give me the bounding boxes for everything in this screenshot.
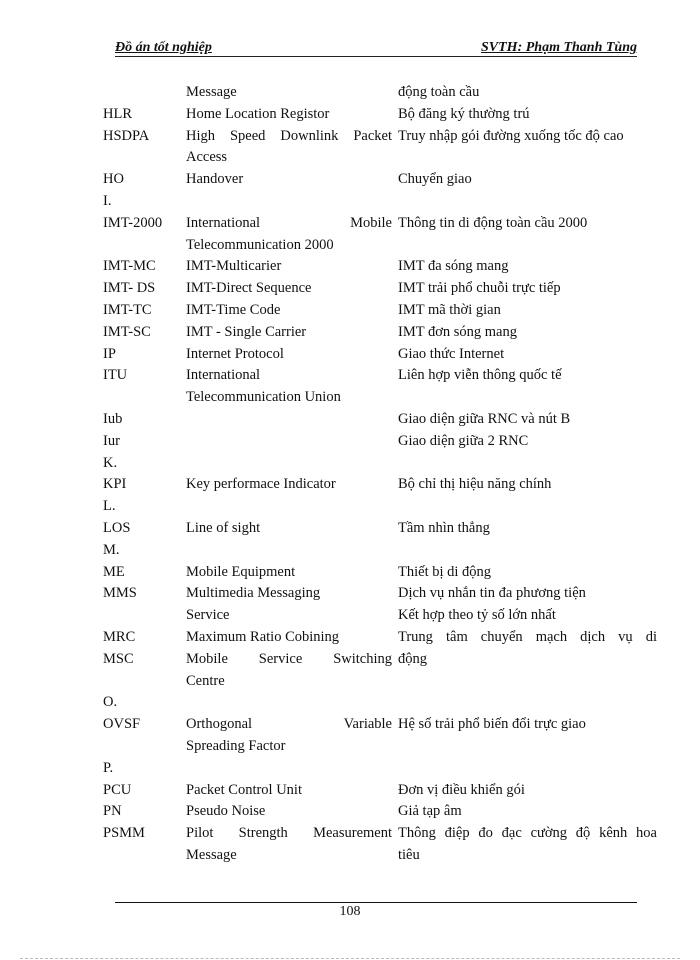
abbreviation-row — [0, 758, 700, 780]
english-definition: IMT-Direct Sequence — [186, 280, 312, 297]
page-number: 108 — [339, 904, 361, 919]
abbreviation-term: IP — [103, 345, 116, 362]
abbreviation-term: O. — [103, 694, 118, 711]
abbreviation-term: IMT-TC — [103, 301, 152, 318]
header-author: SVTH: Phạm Thanh Tùng — [481, 40, 637, 55]
abbreviation-row — [0, 627, 700, 649]
english-definition: Orthogonal Variable — [186, 716, 392, 733]
abbreviation-row — [0, 736, 700, 758]
abbreviation-row — [0, 453, 700, 475]
abbreviation-term: MMS — [103, 585, 137, 602]
english-definition: Handover — [186, 171, 244, 188]
english-definition: Telecommunication Union — [186, 389, 341, 406]
abbreviation-row — [0, 82, 700, 104]
vietnamese-definition: Hệ số trải phổ biến đổi trực giao — [398, 716, 586, 733]
english-definition: Pilot Strength Measurement — [186, 825, 392, 842]
vietnamese-definition: Dịch vụ nhắn tin đa phương tiện — [398, 585, 586, 602]
abbreviation-row — [0, 322, 700, 344]
abbreviation-term: I. — [103, 192, 112, 209]
abbreviation-term: PCU — [103, 781, 132, 798]
english-definition: Line of sight — [186, 519, 261, 536]
abbreviation-row — [0, 104, 700, 126]
abbreviation-row — [0, 801, 700, 823]
vietnamese-definition: Kết hợp theo tỷ số lớn nhất — [398, 607, 556, 624]
abbreviation-row — [0, 518, 700, 540]
vietnamese-definition: động toàn cầu — [398, 84, 480, 100]
abbreviation-row — [0, 213, 700, 235]
english-definition: Key performace Indicator — [186, 476, 336, 493]
abbreviation-row — [0, 126, 700, 148]
vietnamese-definition: Giao diện giữa 2 RNC — [398, 432, 529, 449]
english-definition: IMT - Single Carrier — [186, 323, 307, 340]
page-break-line — [20, 958, 680, 959]
vietnamese-definition: IMT trải phổ chuỗi trực tiếp — [398, 280, 561, 297]
abbreviation-row — [0, 671, 700, 693]
abbreviation-term: MRC — [103, 628, 136, 645]
abbreviation-term: M. — [103, 541, 120, 558]
abbreviation-row — [0, 845, 700, 867]
english-definition: Service — [186, 607, 230, 624]
vietnamese-definition: tiêu — [398, 846, 420, 863]
abbreviation-term: ME — [103, 563, 125, 580]
footer-rule — [115, 902, 637, 903]
abbreviation-row — [0, 780, 700, 802]
abbreviation-term: KPI — [103, 476, 127, 493]
abbreviation-term: IMT- DS — [103, 280, 156, 297]
vietnamese-definition: IMT mã thời gian — [398, 301, 501, 318]
vietnamese-definition: Giao diện giữa RNC và nút B — [398, 410, 571, 427]
english-definition: Home Location Registor — [186, 105, 330, 122]
english-definition: Maximum Ratio Cobining — [186, 628, 340, 645]
abbreviation-row — [0, 409, 700, 431]
english-definition: Packet Control Unit — [186, 781, 302, 798]
header-rule — [115, 56, 637, 57]
english-definition: Mobile Service Switching — [186, 650, 392, 667]
abbreviation-term: IMT-SC — [103, 323, 151, 340]
vietnamese-definition: động — [398, 650, 427, 667]
english-definition: International — [186, 367, 261, 384]
vietnamese-definition: Đơn vị điều khiển gói — [398, 781, 525, 798]
vietnamese-definition: Liên hợp viễn thông quốc tế — [398, 367, 562, 384]
abbreviation-row — [0, 431, 700, 453]
abbreviation-term: IMT-MC — [103, 258, 156, 275]
abbreviation-term: P. — [103, 759, 114, 776]
abbreviation-row — [0, 256, 700, 278]
abbreviation-row — [0, 344, 700, 366]
abbreviation-term: LOS — [103, 519, 131, 536]
header-title: Đồ án tốt nghiệp — [115, 40, 212, 55]
abbreviation-row — [0, 496, 700, 518]
english-definition: Message — [186, 846, 237, 863]
abbreviation-row — [0, 147, 700, 169]
vietnamese-definition: Thông tin di động toàn cầu 2000 — [398, 214, 588, 231]
abbreviation-row — [0, 169, 700, 191]
abbreviation-term: PSMM — [103, 825, 145, 842]
vietnamese-definition: Bộ chỉ thị hiệu năng chính — [398, 476, 552, 493]
abbreviation-row — [0, 605, 700, 627]
vietnamese-definition: Chuyển giao — [398, 171, 472, 188]
abbreviation-row — [0, 823, 700, 845]
abbreviation-row — [0, 300, 700, 322]
abbreviation-row — [0, 278, 700, 300]
abbreviation-row — [0, 191, 700, 213]
english-definition: Access — [186, 149, 228, 166]
abbreviation-term: HSDPA — [103, 127, 150, 144]
abbreviation-term: OVSF — [103, 716, 141, 733]
abbreviation-row — [0, 583, 700, 605]
abbreviation-list — [0, 82, 700, 867]
english-definition: Pseudo Noise — [186, 803, 266, 820]
english-definition: Mobile Equipment — [186, 563, 296, 580]
english-definition: IMT-Time Code — [186, 301, 281, 318]
vietnamese-definition: Giao thức Internet — [398, 345, 505, 362]
english-definition: Telecommunication 2000 — [186, 236, 334, 253]
vietnamese-definition: Truy nhập gói đường xuống tốc độ cao — [398, 127, 624, 144]
abbreviation-row — [0, 387, 700, 409]
abbreviation-term: K. — [103, 454, 118, 471]
vietnamese-definition: Thiết bị di động — [398, 563, 492, 580]
vietnamese-definition: Giả tạp âm — [398, 803, 462, 820]
vietnamese-definition: IMT đơn sóng mang — [398, 323, 517, 340]
abbreviation-term: HO — [103, 171, 124, 188]
english-definition: Multimedia Messaging — [186, 585, 321, 602]
abbreviation-term: Iub — [103, 410, 123, 427]
vietnamese-definition: IMT đa sóng mang — [398, 258, 509, 275]
english-definition: High Speed Downlink Packet — [186, 127, 392, 144]
abbreviation-term: ITU — [103, 367, 128, 384]
abbreviation-term: HLR — [103, 105, 132, 122]
abbreviation-term: MSC — [103, 650, 134, 667]
english-definition: Spreading Factor — [186, 737, 286, 754]
english-definition: IMT-Multicarier — [186, 258, 282, 275]
page-header — [115, 40, 637, 56]
vietnamese-definition: Trung tâm chuyển mạch dịch vụ di — [398, 628, 657, 645]
vietnamese-definition: Tầm nhìn thẳng — [398, 519, 490, 536]
english-definition: International Mobile — [186, 214, 392, 231]
abbreviation-row — [0, 474, 700, 496]
abbreviation-term: L. — [103, 498, 116, 515]
abbreviation-row — [0, 649, 700, 671]
english-definition: Centre — [186, 672, 225, 689]
english-definition: Internet Protocol — [186, 345, 284, 362]
abbreviation-term: IMT-2000 — [103, 214, 163, 231]
abbreviation-row — [0, 562, 700, 584]
english-definition: Message — [186, 84, 237, 100]
abbreviation-row — [0, 714, 700, 736]
vietnamese-definition: Thông điệp đo đạc cường độ kênh hoa — [398, 825, 657, 842]
abbreviation-term: Iur — [103, 432, 120, 449]
abbreviation-row — [0, 365, 700, 387]
abbreviation-row — [0, 540, 700, 562]
vietnamese-definition: Bộ đăng ký thường trú — [398, 105, 530, 122]
abbreviation-row — [0, 692, 700, 714]
abbreviation-row — [0, 235, 700, 257]
abbreviation-term: PN — [103, 803, 122, 820]
